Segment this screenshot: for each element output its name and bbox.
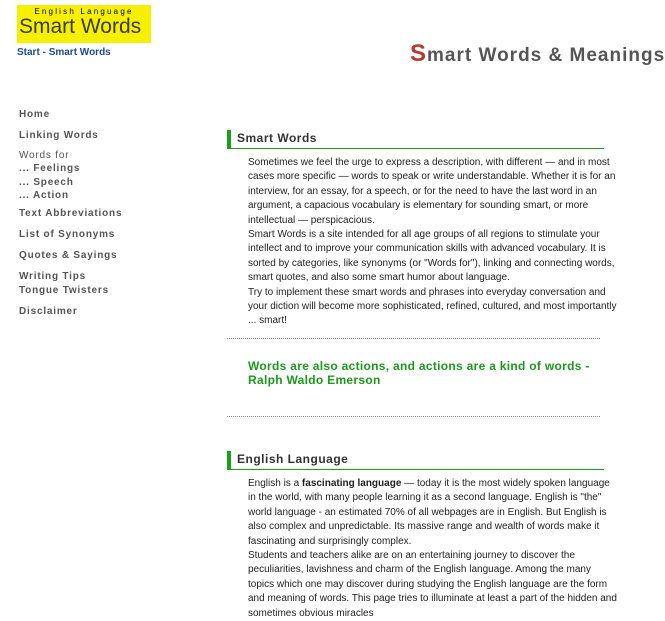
english-language-body [248,477,618,621]
featured-quote: Words are also actions, and actions are a kind of words - Ralph Waldo Emerson [248,359,590,387]
logo-title: Smart Words [19,15,142,38]
logo-subtitle: English Language [34,7,134,16]
nav-disclaimer[interactable]: Disclaimer [19,306,78,317]
english-text-pre: English is a [248,478,302,489]
nav-home[interactable]: Home [19,109,50,120]
nav-writing-tips[interactable]: Writing Tips [19,271,87,282]
section-heading-smart-words [227,130,604,149]
smart-words-paragraph: Smart Words is a site intended for all age groups of all regions to stimulate your intellect and to improve your communication skills with advanced vocabulary. It is sorted by categories, like synonyms (or "Words for"), linking and connecting words, smart quotes, and also some smart humor about language. [248,229,615,284]
divider [227,416,600,417]
section-heading-english-language [227,451,604,470]
english-text-bold: fascinating language [301,478,402,489]
site-logo[interactable] [17,5,151,43]
english-language-paragraph: Students and teachers alike are on an entertaining journey to discover the peculiarities, lavishness and charm of the English language. Among the many topics which one may discover during studying the English language are the form and meaning of words. This page tries to illuminate at least a part of the hidden and sometimes obvious miracles [248,550,617,619]
smart-words-paragraph: Sometimes we feel the urge to express a description, with different — and in most cases more specific — words to speak or write understandable. Whether it is for an interview, for an essay, for a speech, or for the need to have the last word in an argument, a capacious vocabulary is elementary for sounding smart, or more intellectual — perspicacious. [248,157,616,226]
smart-words-paragraph: Try to implement these smart words and phrases into everyday conversation and your diction will become more sophisticated, refined, cultured, and most importantly ... smart! [248,286,617,327]
nav-linking-words[interactable]: Linking Words [19,130,99,141]
page-title-initial: S [410,40,428,67]
page-title [410,40,665,68]
nav-feelings[interactable]: ... Feelings [19,163,81,174]
nav-speech[interactable]: ... Speech [19,177,74,188]
nav-quotes-sayings[interactable]: Quotes & Sayings [19,250,118,261]
nav-words-for: Words for [19,150,70,161]
english-text-post: — today it is the most widely spoken language in the world, with many people learning it as a second language. English is "the" world language - an estimated 70% of all webpages are in English. But English is also complex and unpredictable. Its massive range and wealth of words make it fascinating and surprisingly complex. [248,478,610,547]
breadcrumb-separator: - [39,47,49,58]
nav-action[interactable]: ... Action [19,190,69,201]
breadcrumb-current[interactable]: Smart Words [48,47,111,58]
smart-words-body [248,156,618,329]
nav-tongue-twisters[interactable]: Tongue Twisters [19,285,109,296]
nav-list-of-synonyms[interactable]: List of Synonyms [19,229,116,240]
divider [227,338,600,339]
section-heading-text: Smart Words [237,131,317,145]
breadcrumb-start-link[interactable]: Start [17,47,40,58]
section-heading-text: English Language [237,452,349,466]
english-language-paragraph [248,477,618,549]
page-title-rest: mart Words & Meanings [427,45,665,66]
nav-text-abbreviations[interactable]: Text Abbreviations [19,208,123,219]
breadcrumb [17,47,111,58]
